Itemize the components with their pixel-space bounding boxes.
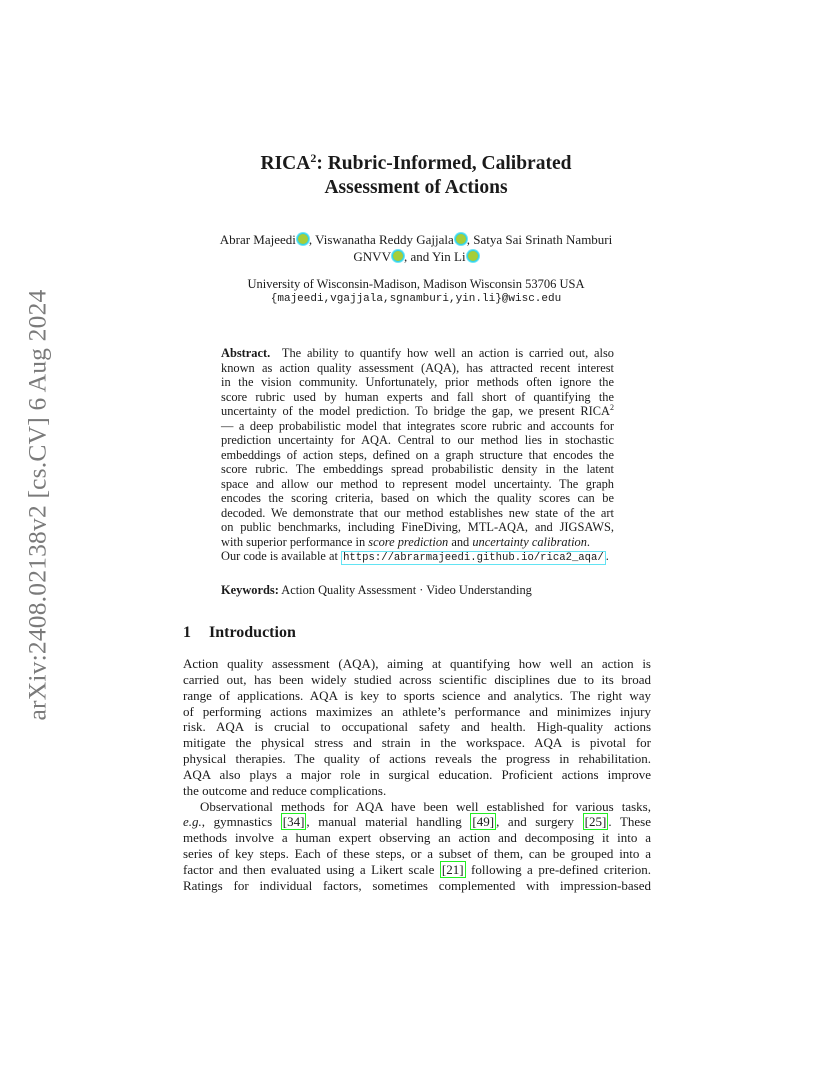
author-list xyxy=(183,232,649,265)
body-line: of performing actions maximizes an athlete’s performance and minimizes injury xyxy=(183,703,651,719)
abstract-line: embeddings of action steps, defined on a graph structure that encodes the xyxy=(221,447,614,462)
abstract xyxy=(221,346,614,564)
body-line: the outcome and reduce complications. xyxy=(183,782,387,798)
body-text: factor and then evaluated using a Likert scale xyxy=(183,861,440,877)
body-line: physical therapies. The quality of actions reveals the progress in rehabilitation. xyxy=(183,751,651,767)
body-text: , manual material handling xyxy=(306,814,471,830)
abstract-superscript: 2 xyxy=(610,403,614,412)
abstract-line: uncertainty of the model prediction. To bridge the gap, we present RICA xyxy=(221,404,610,418)
body-line: range of applications. AQA is key to sports science and analytics. The right way xyxy=(183,687,651,703)
section-number: 1 xyxy=(183,624,191,641)
emphasis: e.g. xyxy=(183,814,202,830)
citation-link[interactable]: [21] xyxy=(441,861,464,877)
paper-title xyxy=(183,152,649,200)
abstract-line: prediction uncertainty for AQA. Central to our method lies in stochastic xyxy=(221,433,614,447)
intro-body xyxy=(183,656,651,894)
author-name: , Satya Sai Srinath Namburi xyxy=(466,232,613,247)
body-line: AQA also plays a major role in surgical education. Proficient actions improve xyxy=(183,766,651,782)
title-line-2: Assessment of Actions xyxy=(324,177,508,198)
abstract-line: . xyxy=(586,534,591,549)
body-line: Ratings for individual factors, sometimes complemented with impression-based xyxy=(183,877,651,893)
body-line: methods involve a human expert observing an action and decomposing it into a xyxy=(183,830,651,846)
author-name: Abrar Majeedi xyxy=(219,232,296,247)
orcid-icon[interactable] xyxy=(297,233,309,245)
body-line: Action quality assessment (AQA), aiming at quantifying how well an action is xyxy=(183,656,651,671)
body-text: , gymnastics xyxy=(201,814,281,830)
keywords-text: Action Quality Assessment · Video Understanding xyxy=(281,583,532,597)
affiliation xyxy=(183,277,649,307)
section-heading xyxy=(183,624,296,642)
orcid-icon[interactable] xyxy=(467,250,479,262)
body-text: following a pre-defined criterion. xyxy=(465,861,651,877)
abstract-line: decoded. We demonstrate that our method establishes new state of the art xyxy=(221,505,614,520)
code-link[interactable]: https://abrarmajeedi.github.io/rica2_aqa/ xyxy=(343,552,604,564)
author-name: , Viswanatha Reddy Gajjala xyxy=(308,232,454,247)
abstract-line: in the vision community. Unfortunately, prior methods often ignore the xyxy=(221,375,614,389)
body-line: carried out, has been widely studied across scientific disciplines due to its broad xyxy=(183,671,651,687)
abstract-line: encodes the scoring criteria, based on which the quality scores can be xyxy=(221,491,614,505)
keywords xyxy=(221,583,614,598)
body-line: mitigate the physical stress and strain in the workspace. AQA is pivotal for xyxy=(183,735,651,751)
abstract-line: on public benchmarks, including FineDiving, MTL-AQA, and JIGSAWS, xyxy=(221,520,614,534)
body-line: series of key steps. Each of these steps, or a subset of them, can be grouped into a xyxy=(183,846,651,862)
orcid-icon[interactable] xyxy=(455,233,467,245)
body-text: , and surgery xyxy=(496,814,583,830)
abstract-line: . xyxy=(605,549,609,563)
abstract-line: with superior performance in xyxy=(221,534,369,549)
section-title: Introduction xyxy=(209,624,296,641)
abstract-line: score rubric used by human experts and fall short of quantifying the xyxy=(221,389,614,404)
emphasis: uncertainty calibration xyxy=(472,534,587,549)
abstract-line: — a deep probabilistic model that integrates score rubric and accounts for xyxy=(221,418,614,433)
citation-link[interactable]: [34] xyxy=(282,814,305,830)
citation-link[interactable]: [49] xyxy=(472,814,495,830)
arxiv-stamp xyxy=(8,265,66,745)
keywords-label: Keywords: xyxy=(221,583,279,597)
body-text: . These xyxy=(608,814,651,830)
emphasis: score prediction xyxy=(368,534,449,549)
abstract-line: Our code is available at xyxy=(221,549,342,563)
institution: University of Wisconsin-Madison, Madison Wisconsin 53706 USA xyxy=(247,277,585,291)
orcid-icon[interactable] xyxy=(392,250,404,262)
title-superscript: 2 xyxy=(310,151,317,165)
abstract-line: score rubric. The embeddings spread probabilistic density in the latent xyxy=(221,462,614,476)
body-line: risk. AQA is crucial to occupational safety and health. High-quality actions xyxy=(183,719,651,735)
title-text-cont: : Rubric-Informed, Calibrated xyxy=(316,153,572,174)
citation-link[interactable]: [25] xyxy=(584,814,607,830)
abstract-line: known as action quality assessment (AQA), has attracted recent interest xyxy=(221,360,614,375)
abstract-line: space and allow our method to represent model uncertainty. The graph xyxy=(221,476,614,491)
abstract-line: and xyxy=(448,534,473,549)
arxiv-id: arXiv:2408.02138v2 [cs.CV] 6 Aug 2024 xyxy=(22,289,52,721)
abstract-line: The ability to quantify how well an action is carried out, also xyxy=(281,346,614,360)
author-name: GNVV xyxy=(353,248,391,264)
body-line: Observational methods for AQA have been well established for various tasks, xyxy=(200,798,651,814)
abstract-label: Abstract. xyxy=(221,346,271,360)
title-text: RICA xyxy=(260,153,311,174)
author-name: , and Yin Li xyxy=(403,248,466,264)
author-emails: {majeedi,vgajjala,sgnamburi,yin.li}@wisc.edu xyxy=(270,293,562,305)
